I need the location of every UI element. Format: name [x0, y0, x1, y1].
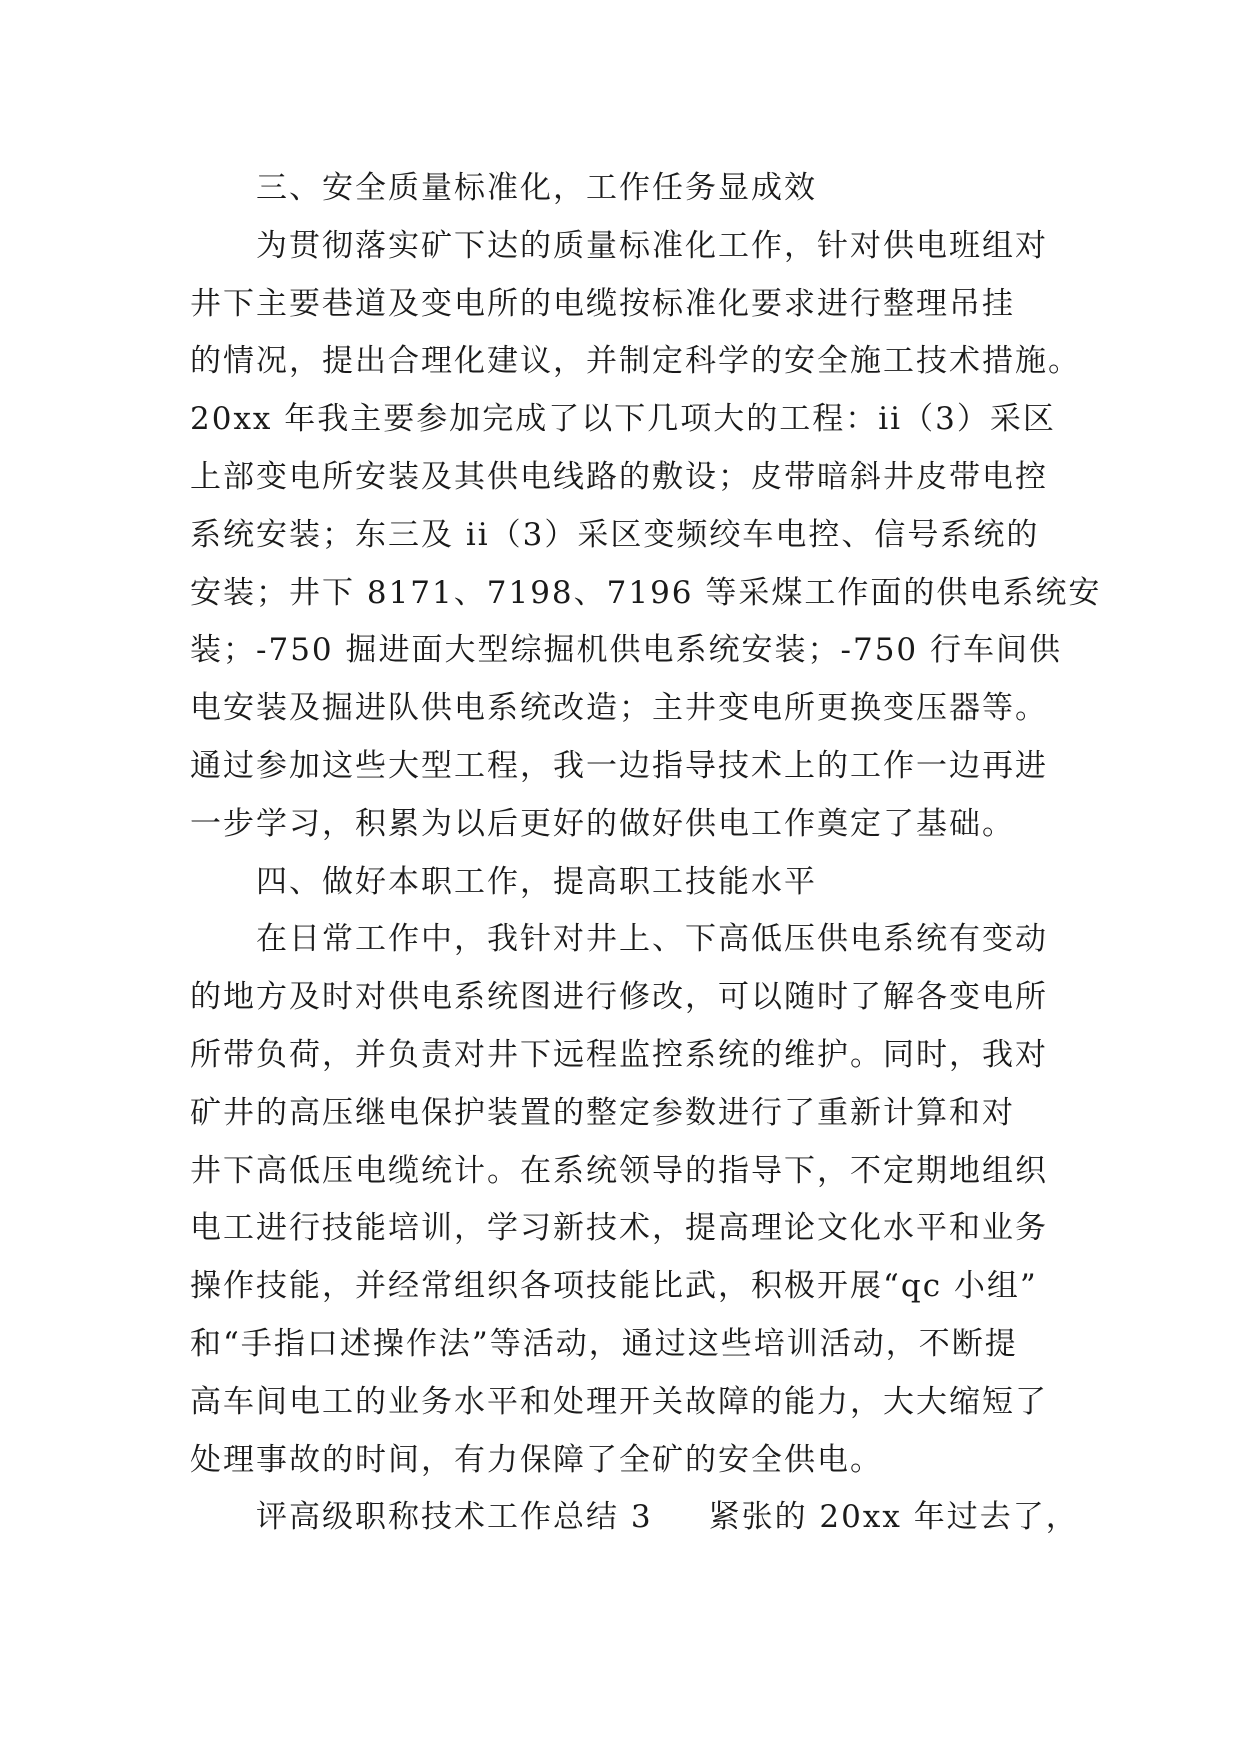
paragraph-line: 操作技能，并经常组织各项技能比武，积极开展“qc 小组” — [190, 1268, 1038, 1305]
paragraph-line: 一步学习，积累为以后更好的做好供电工作奠定了基础。 — [190, 805, 1015, 842]
section-heading-3: 三、安全质量标准化，工作任务显成效 — [256, 170, 817, 206]
document-body — [190, 160, 1102, 1547]
paragraph-line: 装；-750 掘进面大型综掘机供电系统安装；-750 行车间供 — [190, 632, 1062, 669]
article-title: 评高级职称技术工作总结 3 — [256, 1499, 653, 1536]
paragraph-line: 的情况，提出合理化建议，并制定科学的安全施工技术措施。 — [190, 343, 1081, 380]
paragraph-line: 所带负荷，并负责对井下远程监控系统的维护。同时，我对 — [190, 1036, 1048, 1073]
article-opening: 紧张的 20xx 年过去了， — [708, 1499, 1079, 1536]
paragraph-line: 矿井的高压继电保护装置的整定参数进行了重新计算和对 — [190, 1094, 1015, 1131]
paragraph-line: 安装；井下 8171、7198、7196 等采煤工作面的供电系统安 — [190, 574, 1102, 611]
paragraph-line: 井下高低压电缆统计。在系统领导的指导下，不定期地组织 — [190, 1152, 1048, 1189]
paragraph-line: 为贯彻落实矿下达的质量标准化工作，针对供电班组对 — [256, 227, 1048, 264]
paragraph-line: 通过参加这些大型工程，我一边指导技术上的工作一边再进 — [190, 747, 1048, 784]
paragraph-line: 的地方及时对供电系统图进行修改，可以随时了解各变电所 — [190, 979, 1048, 1016]
paragraph-line: 电安装及掘进队供电系统改造；主井变电所更换变压器等。 — [190, 690, 1048, 727]
paragraph-line: 上部变电所安装及其供电线路的敷设；皮带暗斜井皮带电控 — [190, 458, 1048, 495]
paragraph-line: 高车间电工的业务水平和处理开关故障的能力，大大缩短了 — [190, 1383, 1048, 1420]
paragraph-line: 和“手指口述操作法”等活动，通过这些培训活动，不断提 — [190, 1325, 1018, 1362]
paragraph-line: 在日常工作中，我针对井上、下高低压供电系统有变动 — [256, 921, 1048, 958]
paragraph-line: 系统安装；东三及 ii（3）采区变频绞车电控、信号系统的 — [190, 516, 1040, 553]
paragraph-line: 井下主要巷道及变电所的电缆按标准化要求进行整理吊挂 — [190, 285, 1015, 322]
paragraph-line: 电工进行技能培训，学习新技术，提高理论文化水平和业务 — [190, 1210, 1048, 1247]
section-heading-4: 四、做好本职工作，提高职工技能水平 — [256, 863, 817, 900]
final-line — [190, 1489, 1079, 1547]
paragraph-line: 20xx 年我主要参加完成了以下几项大的工程：ii（3）采区 — [190, 401, 1056, 438]
paragraph-line: 处理事故的时间，有力保障了全矿的安全供电。 — [190, 1441, 883, 1478]
